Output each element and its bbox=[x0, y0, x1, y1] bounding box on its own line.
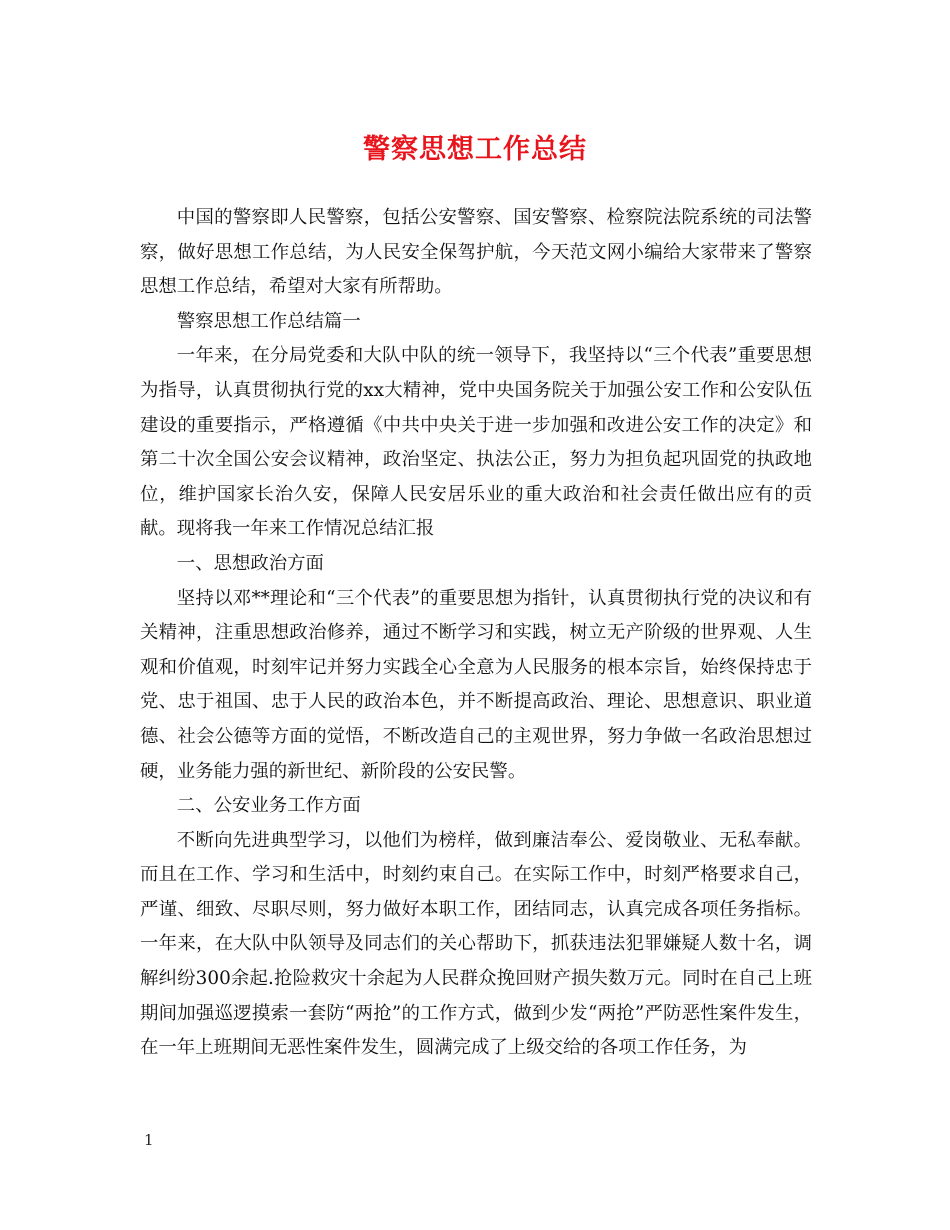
paragraph-political: 坚持以邓**理论和“三个代表”的重要思想为指针，认真贯彻执行党的决议和有关精神，注重思想政治修养，通过不断学习和实践，树立无产阶级的世界观、人生观和价值观，时刻牢记并努力实践全心全意为人民服务的根本宗旨，始终保持忠于党、忠于祖国、忠于人民的政治本色，并不断提高政治、理论、思想意识、职业道德、社会公德等方面的觉悟，不断改造自己的主观世界，努力争做一名政治思想过硬，业务能力强的新世纪、新阶段的公安民警。 bbox=[140, 587, 812, 782]
paragraph-summary: 一年来，在分局党委和大队中队的统一领导下，我坚持以“三个代表”重要思想为指导，认真贯彻执行党的xx大精神，党中央国务院关于加强公安工作和公安队伍建设的重要指示，严格遵循《中共中央关于进一步加强和改进公安工作的决定》和第二十次全国公安会议精神，政治坚定、执法公正，努力为担负起巩固党的执政地位，维护国家长治久安，保障人民安居乐业的重大政治和社会责任做出应有的贡献。现将我一年来工作情况总结汇报 bbox=[140, 345, 812, 540]
paragraph-police-work: 不断向先进典型学习，以他们为榜样，做到廉洁奉公、爱岗敬业、无私奉献。而且在工作、学习和生活中，时刻约束自己。在实际工作中，时刻严格要求自己，严谨、细致、尽职尽则，努力做好本职工作，团结同志，认真完成各项任务指标。一年来，在大队中队领导及同志们的关心帮助下，抓获违法犯罪嫌疑人数十名，调解纠纷300余起.抢险救灾十余起为人民群众挽回财产损失数万元。同时在自己上班期间加强巡逻摸索一套防“两抢”的工作方式，做到少发“两抢”严防恶性案件发生，在一年上班期间无恶性案件发生，圆满完成了上级交给的各项工作任务，为 bbox=[140, 829, 812, 1059]
section-heading-part-one: 警察思想工作总结篇一 bbox=[176, 310, 361, 332]
document-title: 警察思想工作总结 bbox=[363, 134, 587, 165]
paragraph-intro: 中国的警察即人民警察，包括公安警察、国安警察、检察院法院系统的司法警察，做好思想工作总结，为人民安全保驾护航，今天范文网小编给大家带来了警察思想工作总结，希望对大家有所帮助。 bbox=[140, 207, 812, 298]
section-heading-political: 一、思想政治方面 bbox=[176, 552, 324, 574]
document-body bbox=[140, 201, 812, 1066]
section-heading-police-work: 二、公安业务工作方面 bbox=[176, 795, 361, 817]
page-number: 1 bbox=[144, 1131, 154, 1149]
